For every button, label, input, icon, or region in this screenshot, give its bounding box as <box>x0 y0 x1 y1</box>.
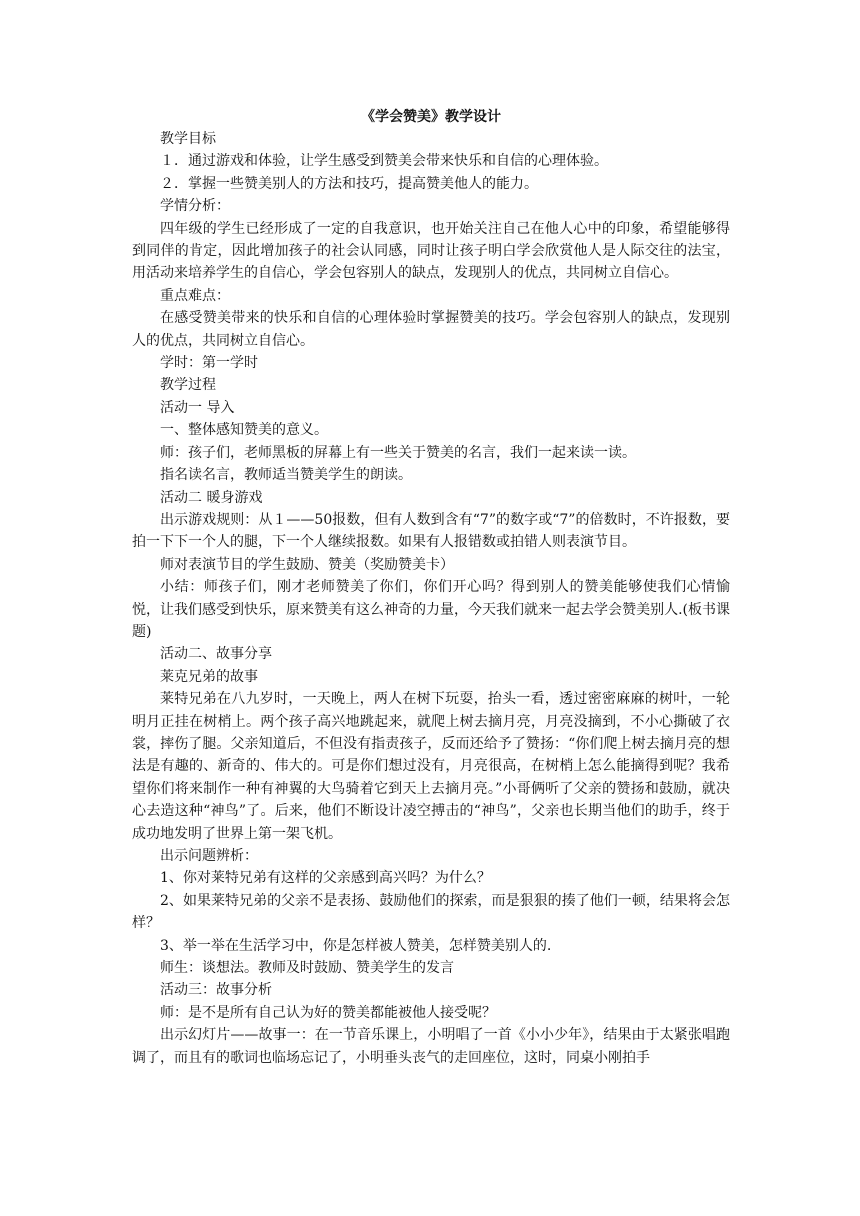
question-3: 3、举一举在生活学习中，你是怎样被人赞美，怎样赞美别人的. <box>160 937 552 954</box>
activity-1-heading: 活动一 导入 <box>160 399 235 416</box>
heading-teaching-goals: 教学目标 <box>160 131 216 147</box>
game-rules-text: 出示游戏规则：从１——50报数，但有人数到含有“7”的数字或“7”的倍数时，不许报数，要拍一下下一个人的腿，下一个人继续报数。如果有人报错数或拍错人则表演节目。 <box>132 511 730 551</box>
activity-1-step-1: 一、整体感知赞美的意义。 <box>160 422 328 439</box>
question-2: 2、如果莱特兄弟的父亲不是表扬、鼓励他们的探索，而是狠狠的揍了他们一顿，结果将会怎样？ <box>132 892 730 932</box>
key-points-text: 在感受赞美带来的快乐和自信的心理体验时掌握赞美的技巧。学会包容别人的缺点，发现别人的优点，共同树立自信心。 <box>132 310 730 349</box>
document-body <box>132 106 730 1069</box>
heading-student-analysis: 学情分析： <box>160 198 230 215</box>
question-1: 1、你对莱特兄弟有这样的父亲感到高兴吗？为什么？ <box>160 870 491 887</box>
lesson-hours: 学时：第一学时 <box>160 355 258 372</box>
story-one-text: 出示幻灯片——故事一：在一节音乐课上，小明唱了一首《小小少年》，结果由于太紧张唱跑调了，而且有的歌词也临场忘记了，小明垂头丧气的走回座位，这时，同桌小刚拍手 <box>132 1027 730 1066</box>
activity-1-teacher-line: 师：孩子们，老师黑板的屏幕上有一些关于赞美的名言，我们一起来读一读。 <box>160 444 636 461</box>
story-share-heading: 活动二、故事分享 <box>160 646 272 663</box>
story-title: 莱克兄弟的故事 <box>160 668 258 685</box>
document-title: 《学会赞美》教学设计 <box>361 109 501 125</box>
activity-3-question: 师：是不是所有自己认为好的赞美都能被他人接受呢？ <box>160 1004 496 1021</box>
activity-2-summary: 小结：师孩子们，刚才老师赞美了你们，你们开心吗？得到别人的赞美能够使我们心情愉悦，让我们感受到快乐，原来赞美有这么神奇的力量，今天我们就来一起去学会赞美别人.(板书课题) <box>132 579 730 640</box>
questions-heading: 出示问题辨析： <box>160 848 258 864</box>
heading-teaching-process: 教学过程 <box>160 377 216 394</box>
activity-3-heading: 活动三：故事分析 <box>160 982 272 999</box>
activity-2-heading: 活动二 暖身游戏 <box>160 489 263 506</box>
activity-1-reading: 指名读名言，教师适当赞美学生的朗读。 <box>160 467 412 484</box>
discussion-text: 师生：谈想法。教师及时鼓励、赞美学生的发言 <box>160 960 454 977</box>
game-reward-text: 师对表演节目的学生鼓励、赞美（奖励赞美卡） <box>160 556 454 573</box>
goal-item-1: １．通过游戏和体验，让学生感受到赞美会带来快乐和自信的心理体验。 <box>160 153 608 170</box>
student-analysis-text: 四年级的学生已经形成了一定的自我意识，也开始关注自己在他人心中的印象，希望能够得到同伴的肯定，因此增加孩子的社会认同感，同时让孩子明白学会欣赏他人是人际交往的法宝，用活动来培养学生的自信心，学会包容别人的缺点，发现别人的优点，共同树立自信心。 <box>132 220 730 282</box>
goal-item-2: ２．掌握一些赞美别人的方法和技巧，提高赞美他人的能力。 <box>160 175 538 192</box>
story-text: 莱特兄弟在八九岁时，一天晚上，两人在树下玩耍，抬头一看，透过密密麻麻的树叶，一轮明月正挂在树梢上。两个孩子高兴地跳起来，就爬上树去摘月亮，月亮没摘到，不小心撕破了衣裳，摔伤了腿。父亲知道后，不但没有指责孩子，反而还给予了赞扬：“你们爬上树去摘月亮的想法是有趣的、新奇的、伟大的。可是你们想过没有，月亮很高，在树梢上怎么能摘得到呢？我希望你们将来制作一种有神翼的大鸟骑着它到天上去摘月亮。”小哥俩听了父亲的赞扬和鼓励，就决心去造这种“神鸟”了。后来，他们不断设计凌空搏击的“神鸟”，父亲也长期当他们的助手，终于成功地发明了世界上第一架飞机。 <box>132 691 730 842</box>
heading-key-points: 重点难点： <box>160 287 230 304</box>
